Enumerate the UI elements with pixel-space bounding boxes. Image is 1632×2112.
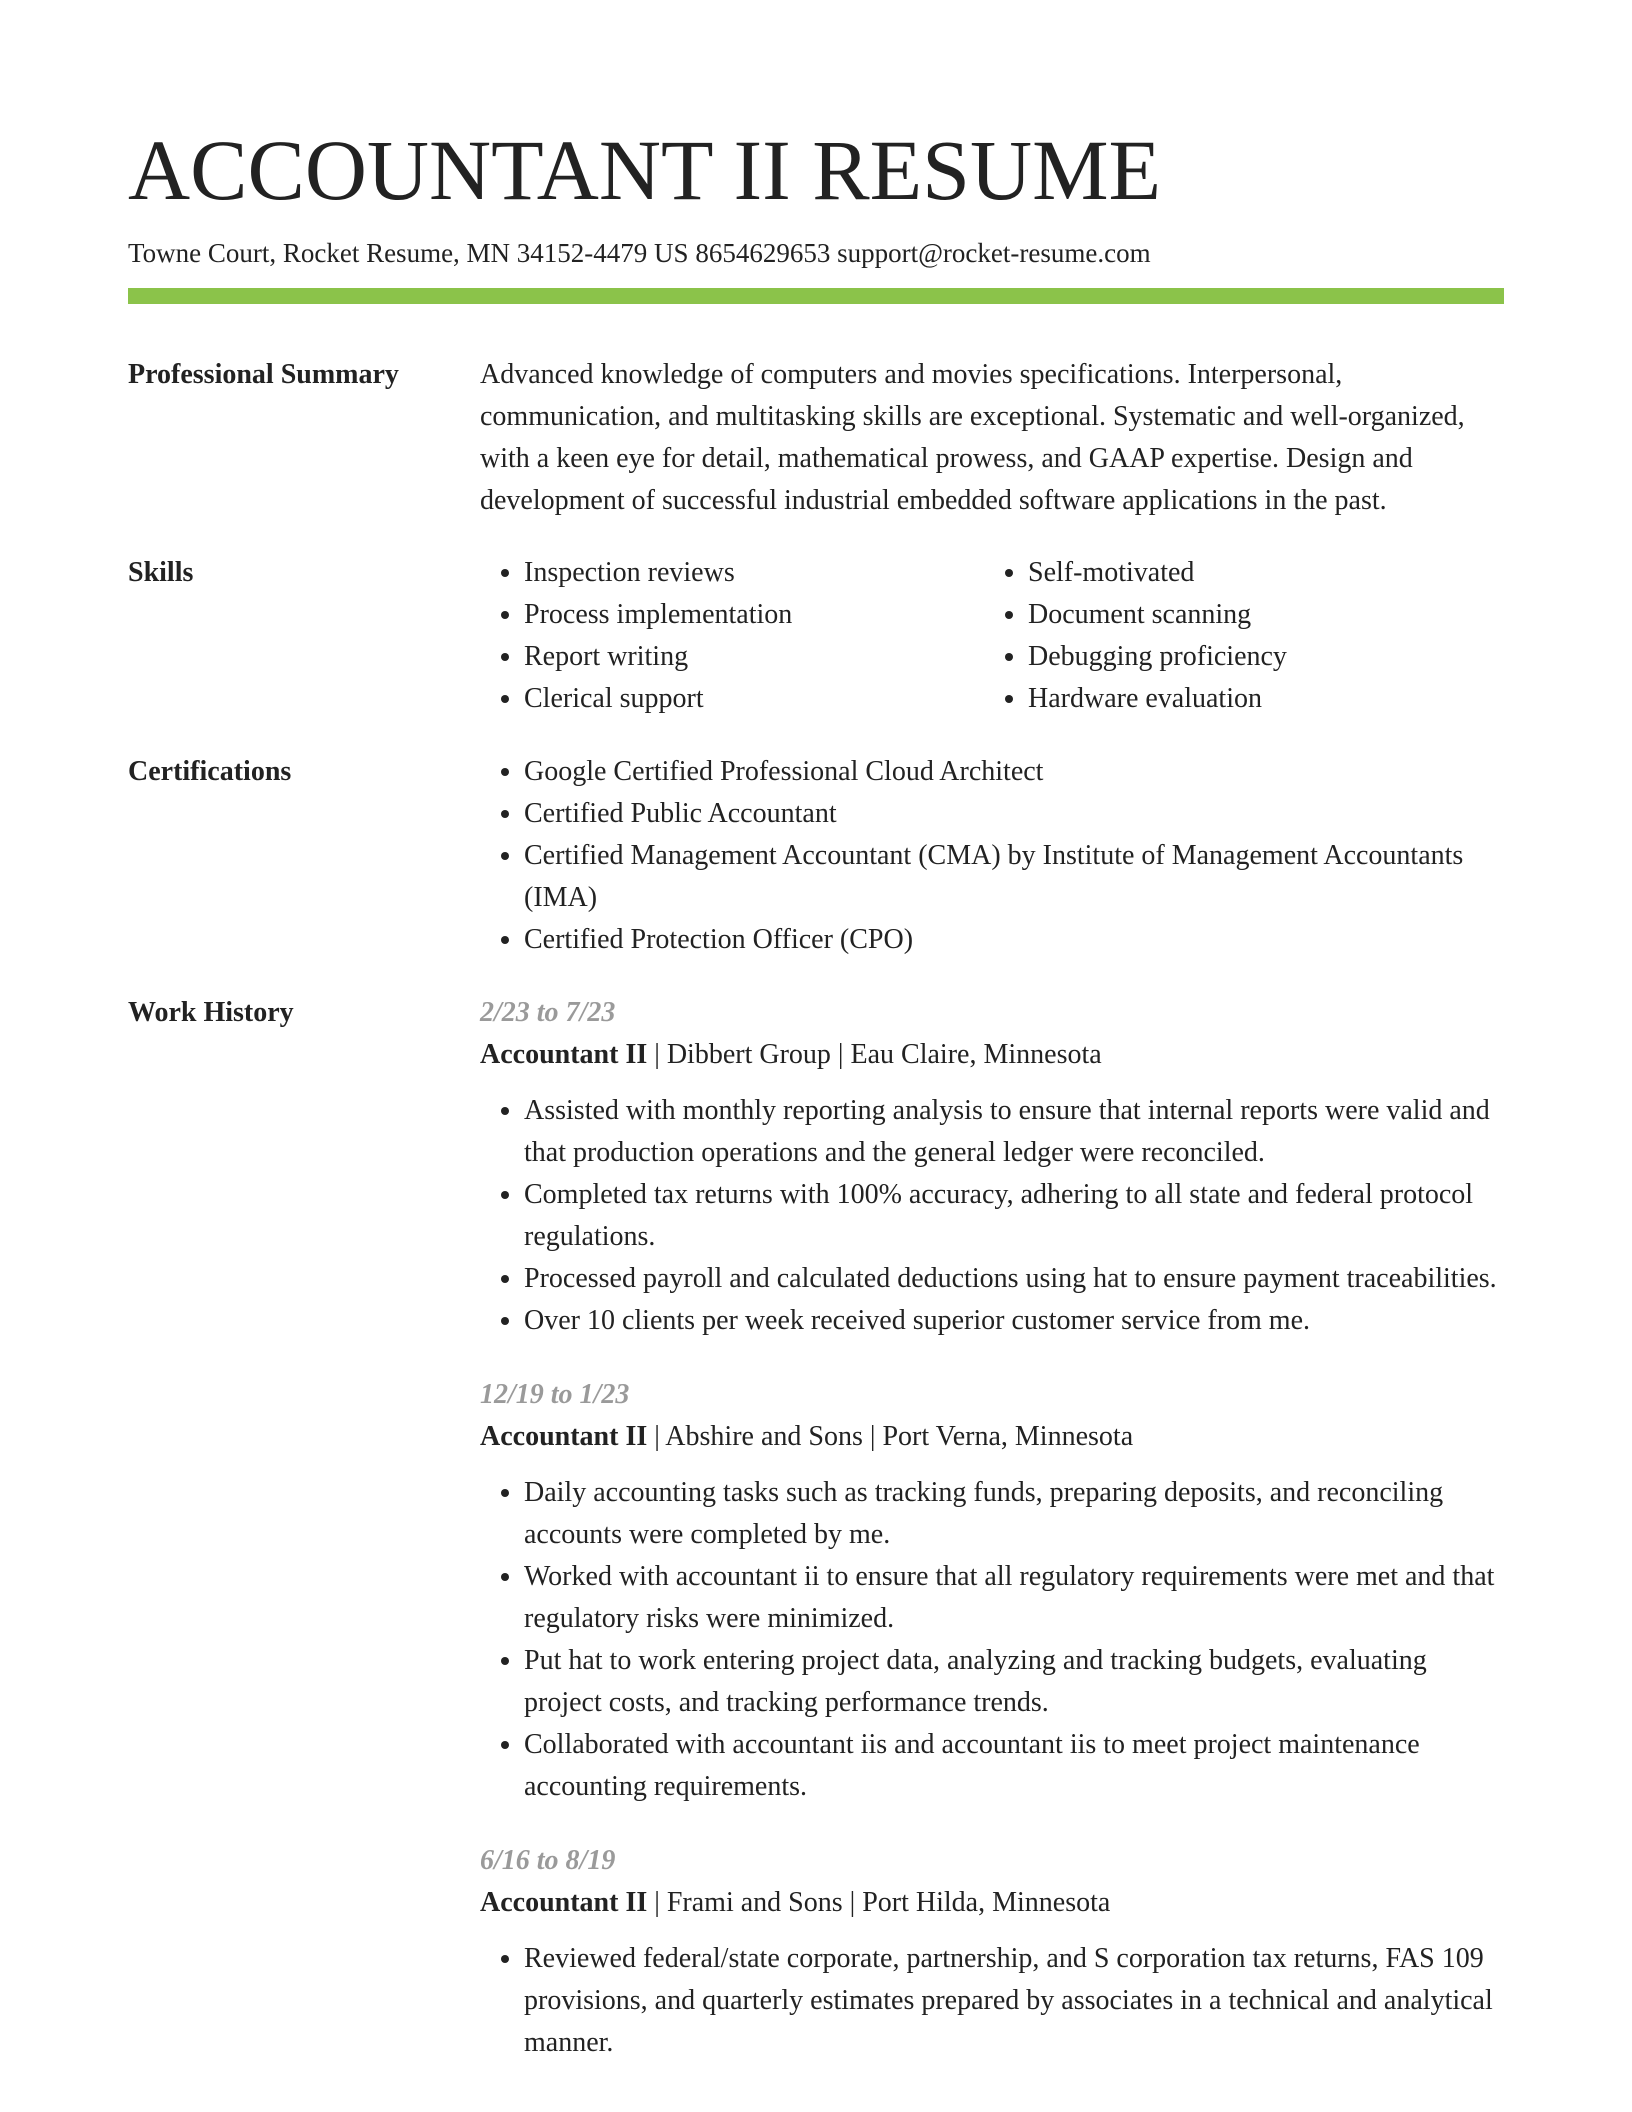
- certifications-label: Certifications: [128, 756, 292, 787]
- skill-item: • Debugging proficiency: [1028, 636, 1488, 678]
- summary-text: Advanced knowledge of computers and movies specifications. Interpersonal, communication, and multitasking skills are exceptional. Systematic and well-organized, with a keen eye for detail, mathematical prowess, and GAAP expertise. Design and development of successful industrial embedded software applications in the past.: [480, 359, 1465, 516]
- certification-item: • Certified Public Accountant: [524, 793, 1504, 835]
- job-bullet: • Processed payroll and calculated deductions using hat to ensure payment traceabilities.: [524, 1258, 1504, 1300]
- certifications-list: [480, 751, 1504, 961]
- resume-page: [128, 118, 1504, 2092]
- job-bullet: • Collaborated with accountant iis and accountant iis to meet project maintenance accounting requirements.: [524, 1724, 1504, 1808]
- job-bullet: • Put hat to work entering project data, analyzing and tracking budgets, evaluating project costs, and tracking performance trends.: [524, 1640, 1504, 1724]
- resume-title: ACCOUNTANT II RESUME: [128, 122, 1162, 218]
- job-bullet: • Daily accounting tasks such as tracking funds, preparing deposits, and reconciling accounts were completed by me.: [524, 1472, 1504, 1556]
- job-bullet: • Over 10 clients per week received superior customer service from me.: [524, 1300, 1504, 1342]
- certification-item: • Certified Management Accountant (CMA) by Institute of Management Accountants (IMA): [524, 835, 1504, 919]
- job-details: | Dibbert Group | Eau Claire, Minnesota: [647, 1039, 1102, 1070]
- skill-item: • Process implementation: [524, 594, 984, 636]
- skill-item: • Report writing: [524, 636, 984, 678]
- skills-list-left: [480, 552, 984, 720]
- job-dates: 12/19 to 1/23: [480, 1379, 630, 1410]
- job-heading: [480, 1034, 1504, 1076]
- skill-item: • Clerical support: [524, 678, 984, 720]
- job-title: Accountant II: [480, 1421, 648, 1452]
- certifications-section: [128, 751, 1504, 961]
- work-history-label: Work History: [128, 997, 294, 1028]
- job-details: | Abshire and Sons | Port Verna, Minnesota: [647, 1421, 1134, 1452]
- certification-item: • Google Certified Professional Cloud Architect: [524, 751, 1504, 793]
- job-dates: 2/23 to 7/23: [480, 997, 616, 1028]
- work-history-section: [128, 992, 1504, 2092]
- certification-item: • Certified Protection Officer (CPO): [524, 919, 1504, 961]
- skill-item: • Document scanning: [1028, 594, 1488, 636]
- job-bullet: • Reviewed federal/state corporate, partnership, and S corporation tax returns, FAS 109 provisions, and quarterly estimates prepared by associates in a technical and analytical manner.: [524, 1938, 1504, 2064]
- job-dates: 6/16 to 8/19: [480, 1845, 616, 1876]
- accent-divider: [128, 288, 1504, 304]
- skill-item: • Hardware evaluation: [1028, 678, 1488, 720]
- job-entry: [480, 1840, 1504, 2064]
- skills-section: [128, 552, 1504, 720]
- contact-line: Towne Court, Rocket Resume, MN 34152-4479 US 8654629653 support@rocket-resume.com: [128, 238, 1151, 268]
- job-bullet: • Worked with accountant ii to ensure that all regulatory requirements were met and that regulatory risks were minimized.: [524, 1556, 1504, 1640]
- job-heading: [480, 1416, 1504, 1458]
- job-title: Accountant II: [480, 1887, 648, 1918]
- summary-label: Professional Summary: [128, 359, 399, 390]
- summary-section: [128, 354, 1504, 522]
- skills-list-right: [984, 552, 1488, 720]
- job-entry: [480, 992, 1504, 1342]
- job-title: Accountant II: [480, 1039, 648, 1070]
- job-details: | Frami and Sons | Port Hilda, Minnesota: [647, 1887, 1111, 1918]
- job-bullets: [480, 1938, 1504, 2064]
- job-heading: [480, 1882, 1504, 1924]
- job-bullets: [480, 1090, 1504, 1342]
- skills-label: Skills: [128, 557, 194, 588]
- skill-item: • Inspection reviews: [524, 552, 984, 594]
- skill-item: • Self-motivated: [1028, 552, 1488, 594]
- job-bullets: [480, 1472, 1504, 1808]
- job-entry: [480, 1374, 1504, 1808]
- job-bullet: • Assisted with monthly reporting analysis to ensure that internal reports were valid and that production operations and the general ledger were reconciled.: [524, 1090, 1504, 1174]
- job-bullet: • Completed tax returns with 100% accuracy, adhering to all state and federal protocol regulations.: [524, 1174, 1504, 1258]
